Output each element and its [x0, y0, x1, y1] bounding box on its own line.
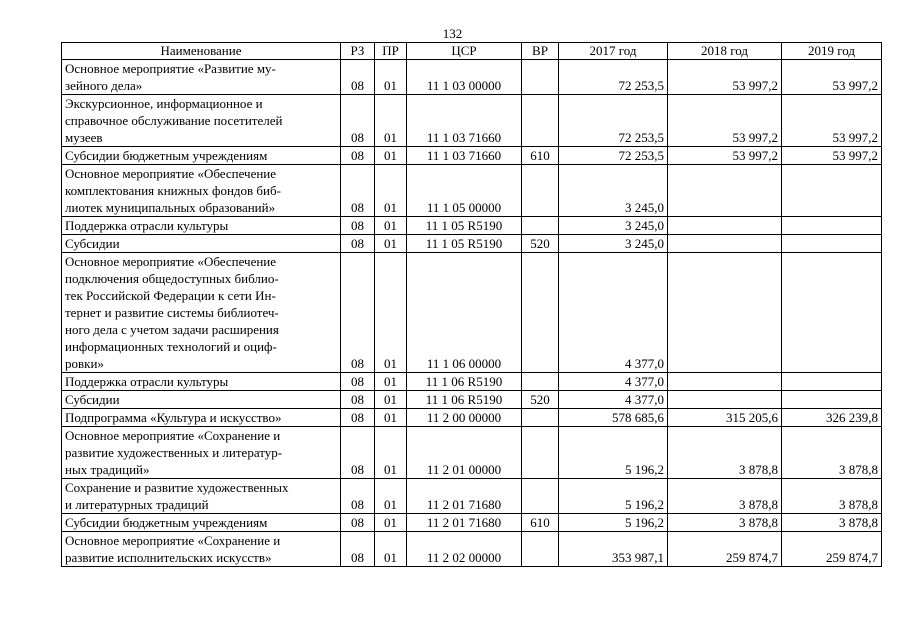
cell-2017: 4 377,0 [559, 391, 668, 409]
cell-2017: 3 245,0 [559, 165, 668, 217]
table-row [62, 60, 882, 95]
cell-rz: 08 [341, 532, 375, 567]
header-rz: РЗ [341, 43, 375, 60]
cell-name: Основное мероприятие «Обеспечение подключения общедоступных библио- тек Российской Федерации к сети Ин- тернет и развитие системы библиотеч- ного дела с учетом задачи расширения информационных технологий и оциф- ровки» [62, 253, 341, 373]
cell-vr: 610 [522, 147, 559, 165]
cell-csr: 11 2 01 71680 [407, 479, 522, 514]
cell-pr: 01 [375, 532, 407, 567]
cell-name: Поддержка отрасли культуры [62, 217, 341, 235]
cell-2019: 53 997,2 [782, 60, 882, 95]
cell-csr: 11 1 05 R5190 [407, 217, 522, 235]
cell-2017: 5 196,2 [559, 514, 668, 532]
table-row [62, 514, 882, 532]
cell-2017: 3 245,0 [559, 217, 668, 235]
budget-table [61, 42, 882, 567]
cell-name: Основное мероприятие «Сохранение и развитие художественных и литератур- ных традиций» [62, 427, 341, 479]
cell-name: Субсидии бюджетным учреждениям [62, 514, 341, 532]
header-2018: 2018 год [668, 43, 782, 60]
cell-2018: 53 997,2 [668, 95, 782, 147]
cell-2018 [668, 373, 782, 391]
cell-rz: 08 [341, 217, 375, 235]
cell-2019 [782, 391, 882, 409]
cell-2019 [782, 165, 882, 217]
cell-2017: 5 196,2 [559, 427, 668, 479]
cell-vr [522, 373, 559, 391]
cell-2019 [782, 217, 882, 235]
cell-2017: 4 377,0 [559, 373, 668, 391]
cell-rz: 08 [341, 391, 375, 409]
table-row [62, 253, 882, 373]
cell-vr: 520 [522, 235, 559, 253]
table-body [62, 60, 882, 567]
cell-rz: 08 [341, 427, 375, 479]
cell-rz: 08 [341, 95, 375, 147]
cell-vr [522, 217, 559, 235]
cell-rz: 08 [341, 373, 375, 391]
cell-2019 [782, 373, 882, 391]
cell-pr: 01 [375, 391, 407, 409]
cell-vr [522, 95, 559, 147]
cell-name: Основное мероприятие «Обеспечение комплектования книжных фондов биб- лиотек муниципальных образований» [62, 165, 341, 217]
cell-2018: 259 874,7 [668, 532, 782, 567]
cell-2017: 72 253,5 [559, 60, 668, 95]
cell-csr: 11 1 05 R5190 [407, 235, 522, 253]
cell-2019: 259 874,7 [782, 532, 882, 567]
cell-rz: 08 [341, 479, 375, 514]
cell-pr: 01 [375, 95, 407, 147]
cell-2019: 53 997,2 [782, 95, 882, 147]
cell-2018: 3 878,8 [668, 514, 782, 532]
cell-2019 [782, 253, 882, 373]
cell-vr [522, 165, 559, 217]
cell-name: Подпрограмма «Культура и искусство» [62, 409, 341, 427]
cell-name: Основное мероприятие «Развитие му- зейного дела» [62, 60, 341, 95]
cell-2019: 3 878,8 [782, 427, 882, 479]
table-row [62, 217, 882, 235]
table-row [62, 95, 882, 147]
table-row [62, 373, 882, 391]
cell-csr: 11 1 03 71660 [407, 147, 522, 165]
cell-rz: 08 [341, 60, 375, 95]
cell-vr [522, 479, 559, 514]
cell-2017: 578 685,6 [559, 409, 668, 427]
cell-pr: 01 [375, 147, 407, 165]
cell-csr: 11 1 05 00000 [407, 165, 522, 217]
cell-pr: 01 [375, 409, 407, 427]
table-row [62, 165, 882, 217]
cell-2019: 3 878,8 [782, 514, 882, 532]
header-2017: 2017 год [559, 43, 668, 60]
cell-pr: 01 [375, 165, 407, 217]
cell-2017: 353 987,1 [559, 532, 668, 567]
cell-rz: 08 [341, 514, 375, 532]
cell-csr: 11 2 01 71680 [407, 514, 522, 532]
cell-pr: 01 [375, 514, 407, 532]
cell-2019 [782, 235, 882, 253]
cell-rz: 08 [341, 235, 375, 253]
cell-2018 [668, 165, 782, 217]
cell-2017: 4 377,0 [559, 253, 668, 373]
cell-2018: 315 205,6 [668, 409, 782, 427]
cell-pr: 01 [375, 253, 407, 373]
cell-vr [522, 253, 559, 373]
cell-csr: 11 1 03 71660 [407, 95, 522, 147]
cell-csr: 11 2 01 00000 [407, 427, 522, 479]
cell-2017: 5 196,2 [559, 479, 668, 514]
cell-csr: 11 1 06 R5190 [407, 373, 522, 391]
table-row [62, 147, 882, 165]
cell-2018: 53 997,2 [668, 60, 782, 95]
cell-vr [522, 427, 559, 479]
cell-2019: 326 239,8 [782, 409, 882, 427]
cell-name: Основное мероприятие «Сохранение и развитие исполнительских искусств» [62, 532, 341, 567]
table-row [62, 409, 882, 427]
header-vr: ВР [522, 43, 559, 60]
header-2019: 2019 год [782, 43, 882, 60]
cell-name: Субсидии [62, 391, 341, 409]
header-csr: ЦСР [407, 43, 522, 60]
cell-2018 [668, 235, 782, 253]
cell-pr: 01 [375, 479, 407, 514]
cell-vr: 520 [522, 391, 559, 409]
cell-vr: 610 [522, 514, 559, 532]
cell-2019: 3 878,8 [782, 479, 882, 514]
cell-2018 [668, 253, 782, 373]
header-name: Наименование [62, 43, 341, 60]
cell-2018: 3 878,8 [668, 427, 782, 479]
cell-2018 [668, 217, 782, 235]
cell-2018: 3 878,8 [668, 479, 782, 514]
cell-pr: 01 [375, 235, 407, 253]
cell-pr: 01 [375, 217, 407, 235]
table-row [62, 235, 882, 253]
cell-vr [522, 60, 559, 95]
cell-vr [522, 532, 559, 567]
cell-csr: 11 1 06 R5190 [407, 391, 522, 409]
cell-rz: 08 [341, 147, 375, 165]
cell-name: Сохранение и развитие художественных и литературных традиций [62, 479, 341, 514]
cell-pr: 01 [375, 373, 407, 391]
cell-name: Субсидии бюджетным учреждениям [62, 147, 341, 165]
cell-2017: 72 253,5 [559, 147, 668, 165]
cell-2017: 72 253,5 [559, 95, 668, 147]
cell-name: Субсидии [62, 235, 341, 253]
cell-pr: 01 [375, 60, 407, 95]
cell-rz: 08 [341, 253, 375, 373]
cell-csr: 11 1 03 00000 [407, 60, 522, 95]
table-row [62, 479, 882, 514]
cell-2018 [668, 391, 782, 409]
cell-name: Поддержка отрасли культуры [62, 373, 341, 391]
table-row [62, 391, 882, 409]
cell-pr: 01 [375, 427, 407, 479]
table-header-row [62, 43, 882, 60]
cell-2017: 3 245,0 [559, 235, 668, 253]
cell-vr [522, 409, 559, 427]
cell-2019: 53 997,2 [782, 147, 882, 165]
table-row [62, 532, 882, 567]
cell-name: Экскурсионное, информационное и справочное обслуживание посетителей музеев [62, 95, 341, 147]
page-number: 132 [442, 26, 463, 41]
cell-2018: 53 997,2 [668, 147, 782, 165]
cell-rz: 08 [341, 165, 375, 217]
cell-rz: 08 [341, 409, 375, 427]
table-row [62, 427, 882, 479]
header-pr: ПР [375, 43, 407, 60]
cell-csr: 11 1 06 00000 [407, 253, 522, 373]
cell-csr: 11 2 02 00000 [407, 532, 522, 567]
cell-csr: 11 2 00 00000 [407, 409, 522, 427]
